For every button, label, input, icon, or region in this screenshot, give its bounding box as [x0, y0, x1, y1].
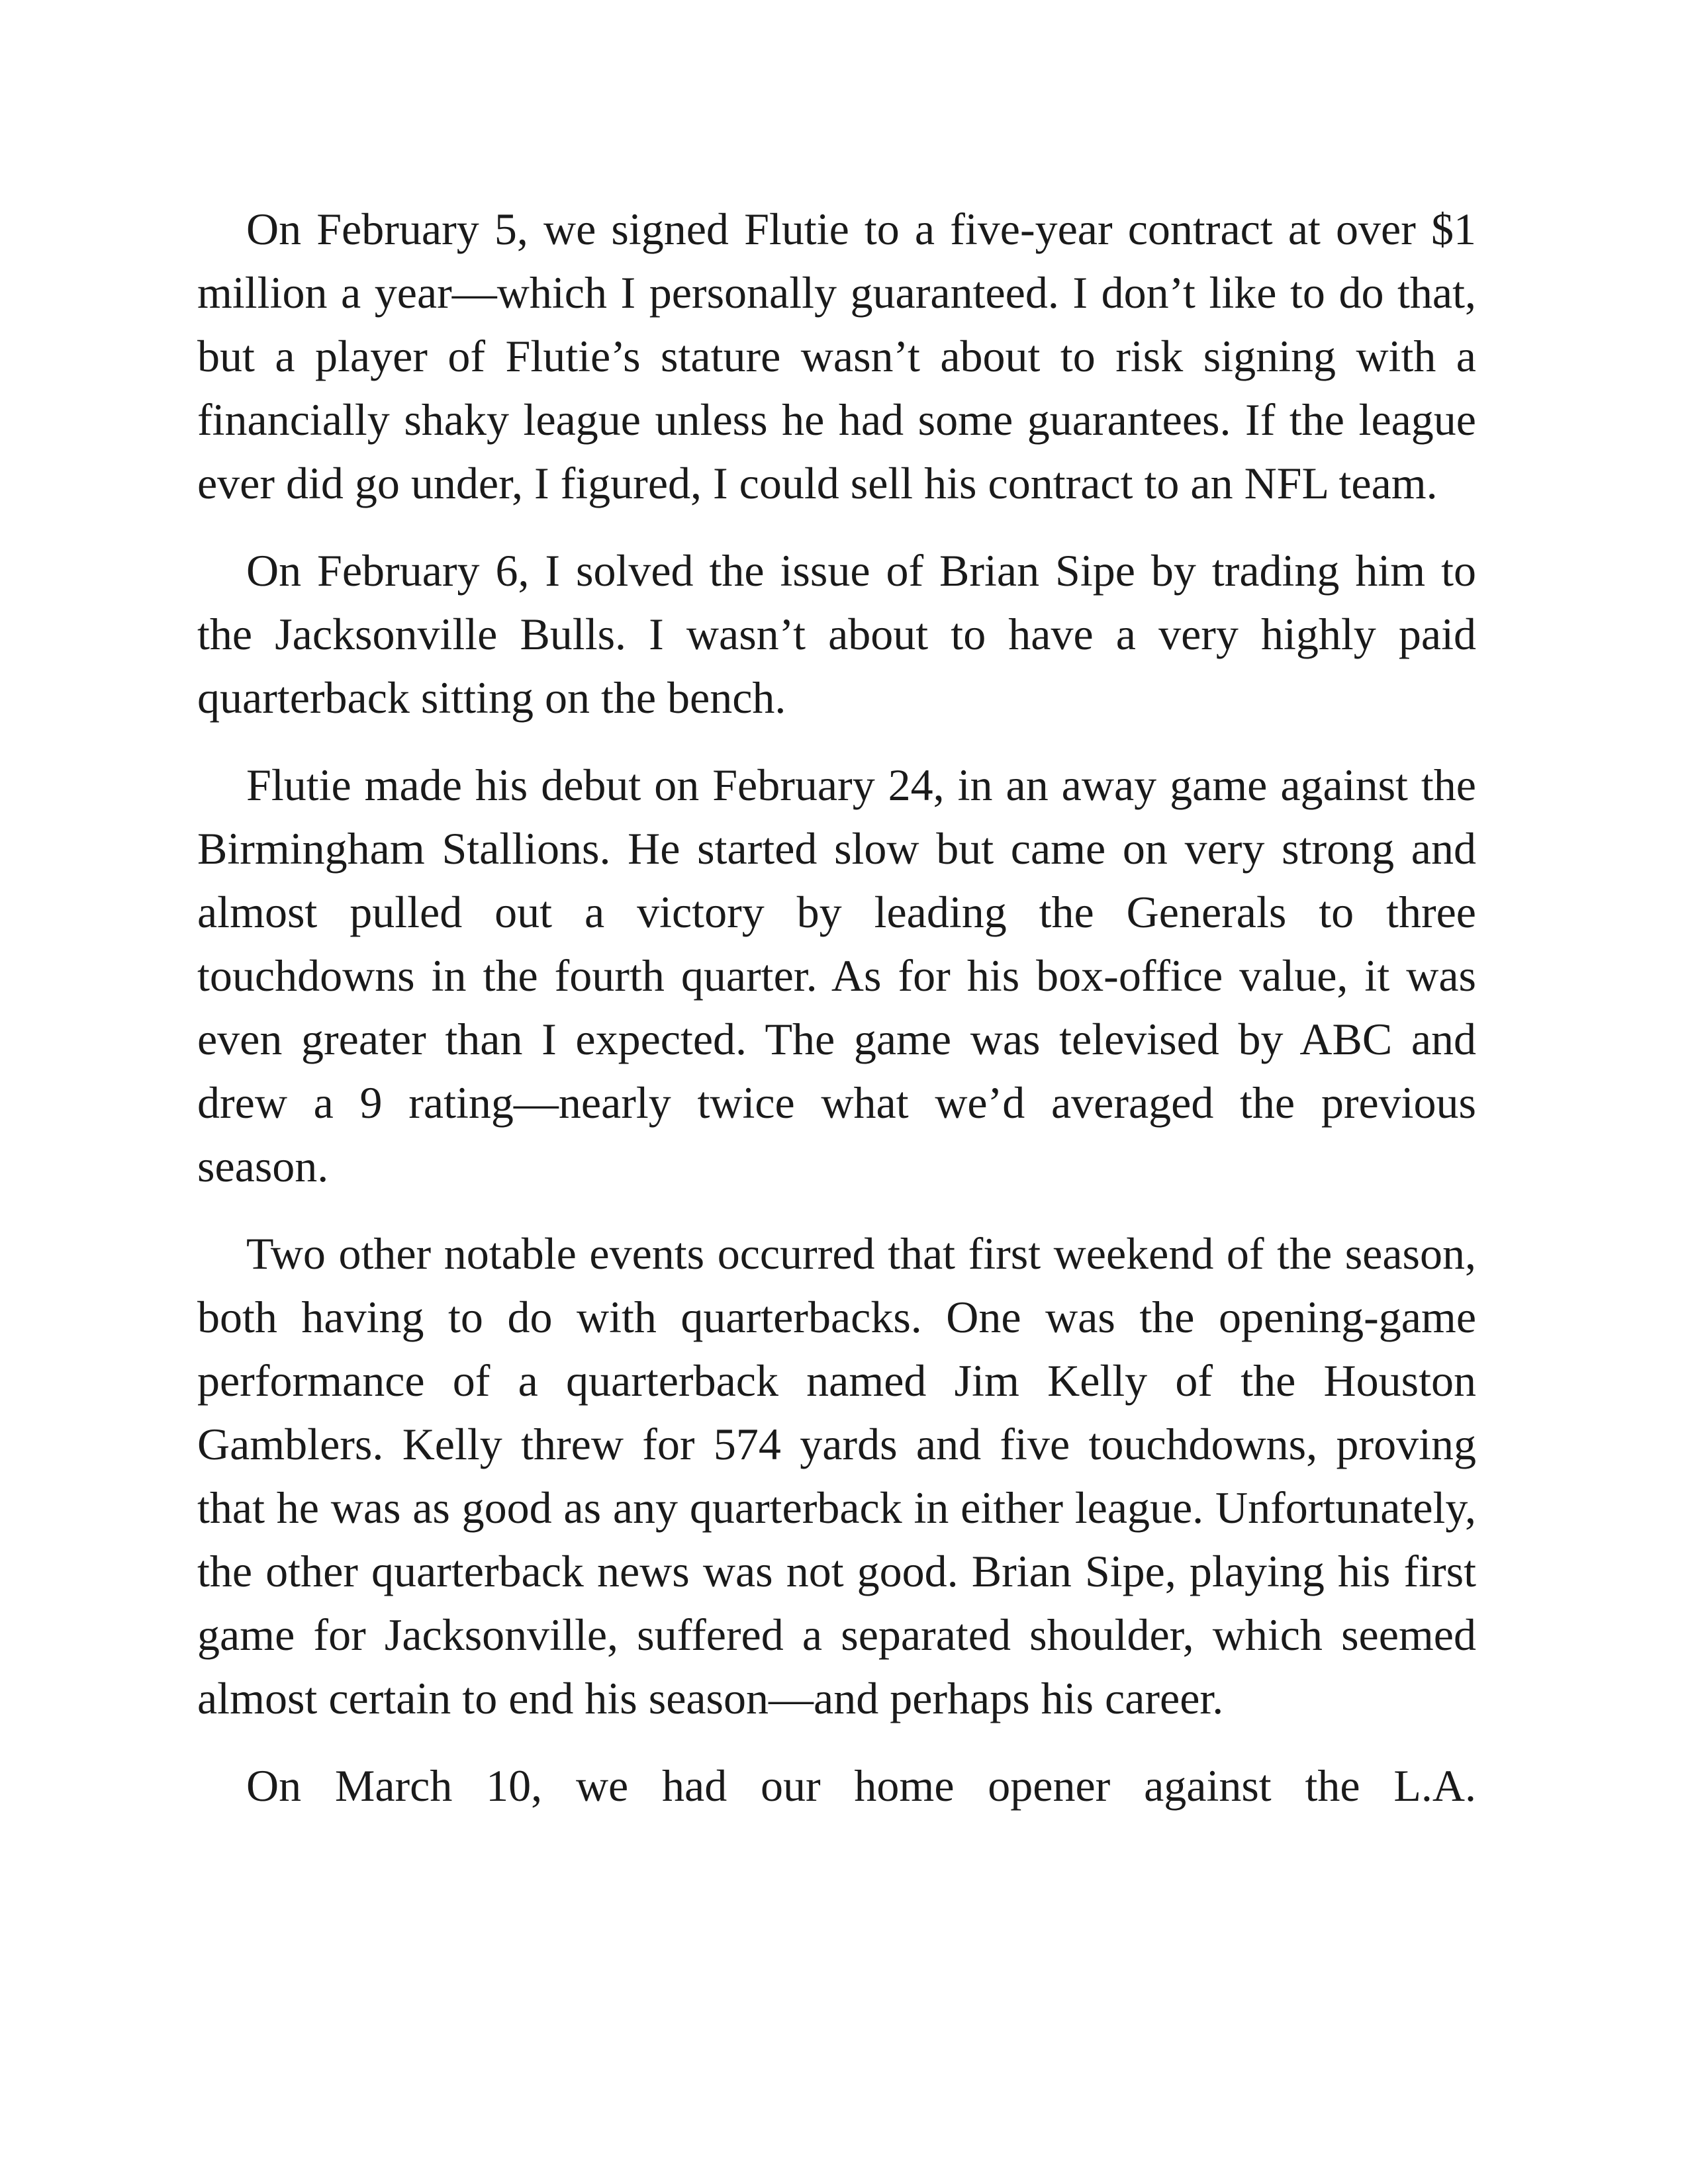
paragraph-flutie-debut: Flutie made his debut on February 24, in an away game against the Birmingham Stallions. He started slow but came on very strong and almost pulled out a victory by leading the Generals to three touchdowns in the fourth quarter. As for his box-office value, it was even greater than I expected. The game was televised by ABC and drew a 9 rating—nearly twice what we’d averaged the previous season. [197, 760, 1476, 1191]
paragraph-home-opener: On March 10, we had our home opener against the L.A. [246, 1760, 1476, 1811]
paragraph-quarterback-events: Two other notable events occurred that first weekend of the season, both having to do with quarterbacks. One was the opening-game performance of a quarterback named Jim Kelly of the Houston Gamblers. Kelly threw for 574 yards and five touchdowns, proving that he was as good as any quarterback in either league. Unfortunately, the other quarterback news was not good. Brian Sipe, playing his first game for Jacksonville, suffered a separated shoulder, which seemed almost certain to end his season—and perhaps his career. [197, 1228, 1476, 1723]
page-body [197, 197, 1476, 1817]
paragraph-flutie-signing: On February 5, we signed Flutie to a five-year contract at over $1 million a year—which I personally guaranteed. I don’t like to do that, but a player of Flutie’s stature wasn’t about to risk signing with a financially shaky league unless he had some guarantees. If the league ever did go under, I figured, I could sell his contract to an NFL team. [197, 204, 1476, 508]
paragraph-sipe-trade: On February 6, I solved the issue of Brian Sipe by trading him to the Jacksonville Bulls. I wasn’t about to have a very highly paid quarterback sitting on the bench. [197, 545, 1476, 723]
